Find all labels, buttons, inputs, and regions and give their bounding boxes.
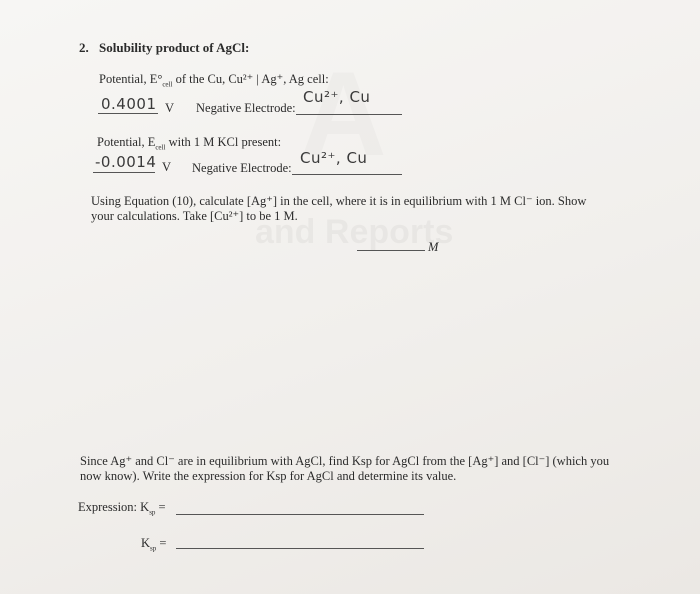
expression-label: Expression: $K_{sp}$ = [78, 500, 166, 517]
negative-electrode-label: Negative Electrode: [196, 101, 296, 115]
question-number: 2. [79, 40, 89, 55]
answer-line [296, 114, 402, 115]
unit-volt: V [162, 160, 172, 174]
answer-line [357, 250, 425, 251]
answer-line [292, 174, 402, 175]
potential-kcl-label: Potential, $E_{cell}$ with 1 M KCl present: [97, 135, 282, 152]
answer-unit: M [428, 240, 439, 254]
answer-line [93, 172, 155, 173]
unit-volt: V [165, 101, 175, 115]
handwritten-electrode-2: Cu²⁺, Cu [300, 149, 368, 167]
instruction-paragraph-2: Since Ag⁺ and Cl⁻ are in equilibrium with AgCl, find Ksp for AgCl from the [Ag⁺] and [Cl⁻] (which you now know). Write the expression for Ksp for AgCl and determine its value. [80, 454, 610, 483]
question-title: Solubility product of AgCl: [99, 40, 250, 55]
instruction-paragraph-1: Using Equation (10), calculate [Ag⁺] in the cell, where it is in equilibrium with 1 M Cl⁻ ion. Show your calculations. Take [Cu²⁺] to be 1 M. [91, 194, 587, 223]
negative-electrode-label: Negative Electrode: [192, 161, 292, 175]
handwritten-potential-2: -0.0014 [95, 153, 157, 171]
answer-line [176, 548, 424, 549]
answer-line [98, 113, 158, 114]
handwritten-potential-1: 0.4001 [101, 95, 157, 113]
ksp-label: $K_{sp}$ = [141, 536, 167, 553]
handwritten-electrode-1: Cu²⁺, Cu [303, 88, 371, 106]
answer-line [176, 514, 424, 515]
potential-standard-label: Potential, $E^\circ_{cell}$ of the Cu, Cu²⁺ | Ag⁺, Ag cell: [99, 72, 329, 89]
